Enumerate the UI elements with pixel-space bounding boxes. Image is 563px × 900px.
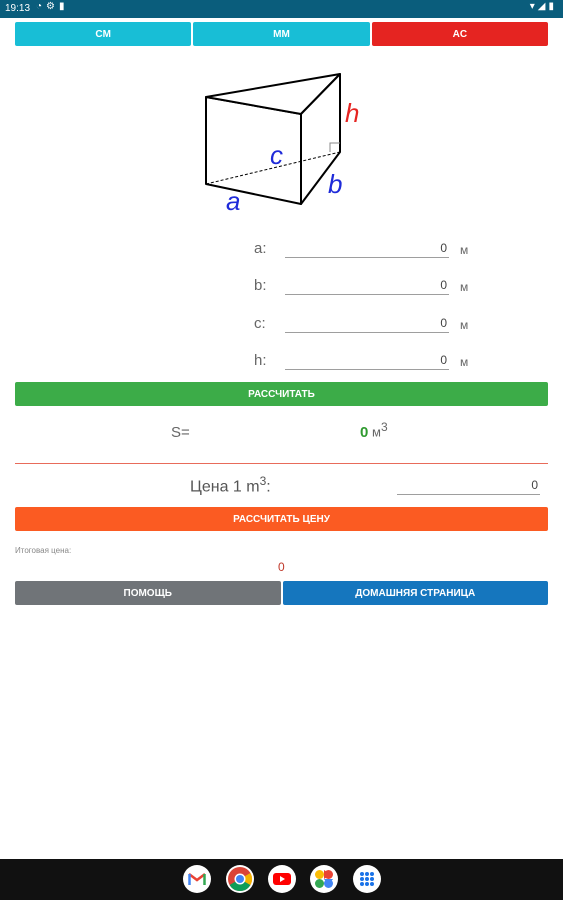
- help-button[interactable]: ПОМОЩЬ: [15, 581, 281, 605]
- settings-icon: ⚙: [46, 1, 60, 12]
- total-price-label: Итоговая цена:: [15, 546, 72, 555]
- price-label-suffix: :: [266, 478, 271, 496]
- status-bar: [0, 0, 563, 18]
- tab-mm[interactable]: MM: [193, 22, 369, 46]
- unit-tabs: [15, 22, 548, 46]
- status-right-icons: [530, 1, 557, 12]
- result-unit: [372, 420, 388, 439]
- tab-cm[interactable]: CM: [15, 22, 191, 46]
- field-a-unit: м: [460, 243, 469, 257]
- wifi-icon: ▾: [529, 1, 538, 12]
- label-b: b: [328, 169, 343, 199]
- field-row-b: [0, 275, 563, 299]
- youtube-icon[interactable]: [268, 865, 296, 893]
- calculate-price-button[interactable]: РАССЧИТАТЬ ЦЕНУ: [15, 507, 548, 531]
- prism-figure: [196, 64, 376, 222]
- photos-icon[interactable]: [310, 865, 338, 893]
- label-a: a: [226, 186, 241, 216]
- cast-icon: ◔: [36, 1, 47, 12]
- field-h-unit: м: [460, 355, 469, 369]
- home-page-button[interactable]: ДОМАШНЯЯ СТРАНИЦА: [283, 581, 549, 605]
- bottom-button-row: [15, 581, 548, 605]
- total-price-value: 0: [278, 560, 285, 574]
- divider: [15, 463, 548, 464]
- gmail-icon[interactable]: [183, 865, 211, 893]
- signal-icon: ◢: [537, 1, 549, 12]
- field-b-input[interactable]: 0: [285, 275, 449, 295]
- calculate-button[interactable]: РАССЧИТАТЬ: [15, 382, 548, 406]
- chrome-icon[interactable]: [226, 865, 254, 893]
- status-time: 19:13: [5, 3, 31, 14]
- field-h-label: h:: [254, 352, 267, 369]
- apps-icon[interactable]: [353, 865, 381, 893]
- field-row-c: [0, 313, 563, 337]
- field-row-a: [0, 238, 563, 262]
- status-left-icons: [36, 1, 69, 12]
- price-label: [190, 474, 271, 496]
- field-row-h: [0, 350, 563, 374]
- result-unit-power: 3: [380, 420, 388, 434]
- field-a-label: a:: [254, 240, 267, 257]
- price-label-text: Цена 1 m: [190, 478, 260, 496]
- label-h: h: [345, 98, 360, 128]
- field-h-input[interactable]: 0: [285, 350, 449, 370]
- field-c-input[interactable]: 0: [285, 313, 449, 333]
- battery-icon: ▮: [548, 1, 557, 12]
- label-c: c: [270, 140, 283, 170]
- field-a-input[interactable]: 0: [285, 238, 449, 258]
- field-b-unit: м: [460, 280, 469, 294]
- field-c-label: c:: [254, 315, 266, 332]
- tab-ac[interactable]: AC: [372, 22, 548, 46]
- dock-bar: [0, 859, 563, 900]
- result-value: 0: [360, 424, 369, 441]
- result-unit-base: м: [372, 424, 381, 440]
- price-input[interactable]: 0: [397, 475, 540, 495]
- field-c-unit: м: [460, 318, 469, 332]
- clipboard-icon: ▮: [59, 1, 69, 12]
- price-label-power: 3: [259, 474, 267, 488]
- result-label: S=: [171, 424, 190, 441]
- field-b-label: b:: [254, 277, 267, 294]
- prism-front-face: [206, 97, 301, 204]
